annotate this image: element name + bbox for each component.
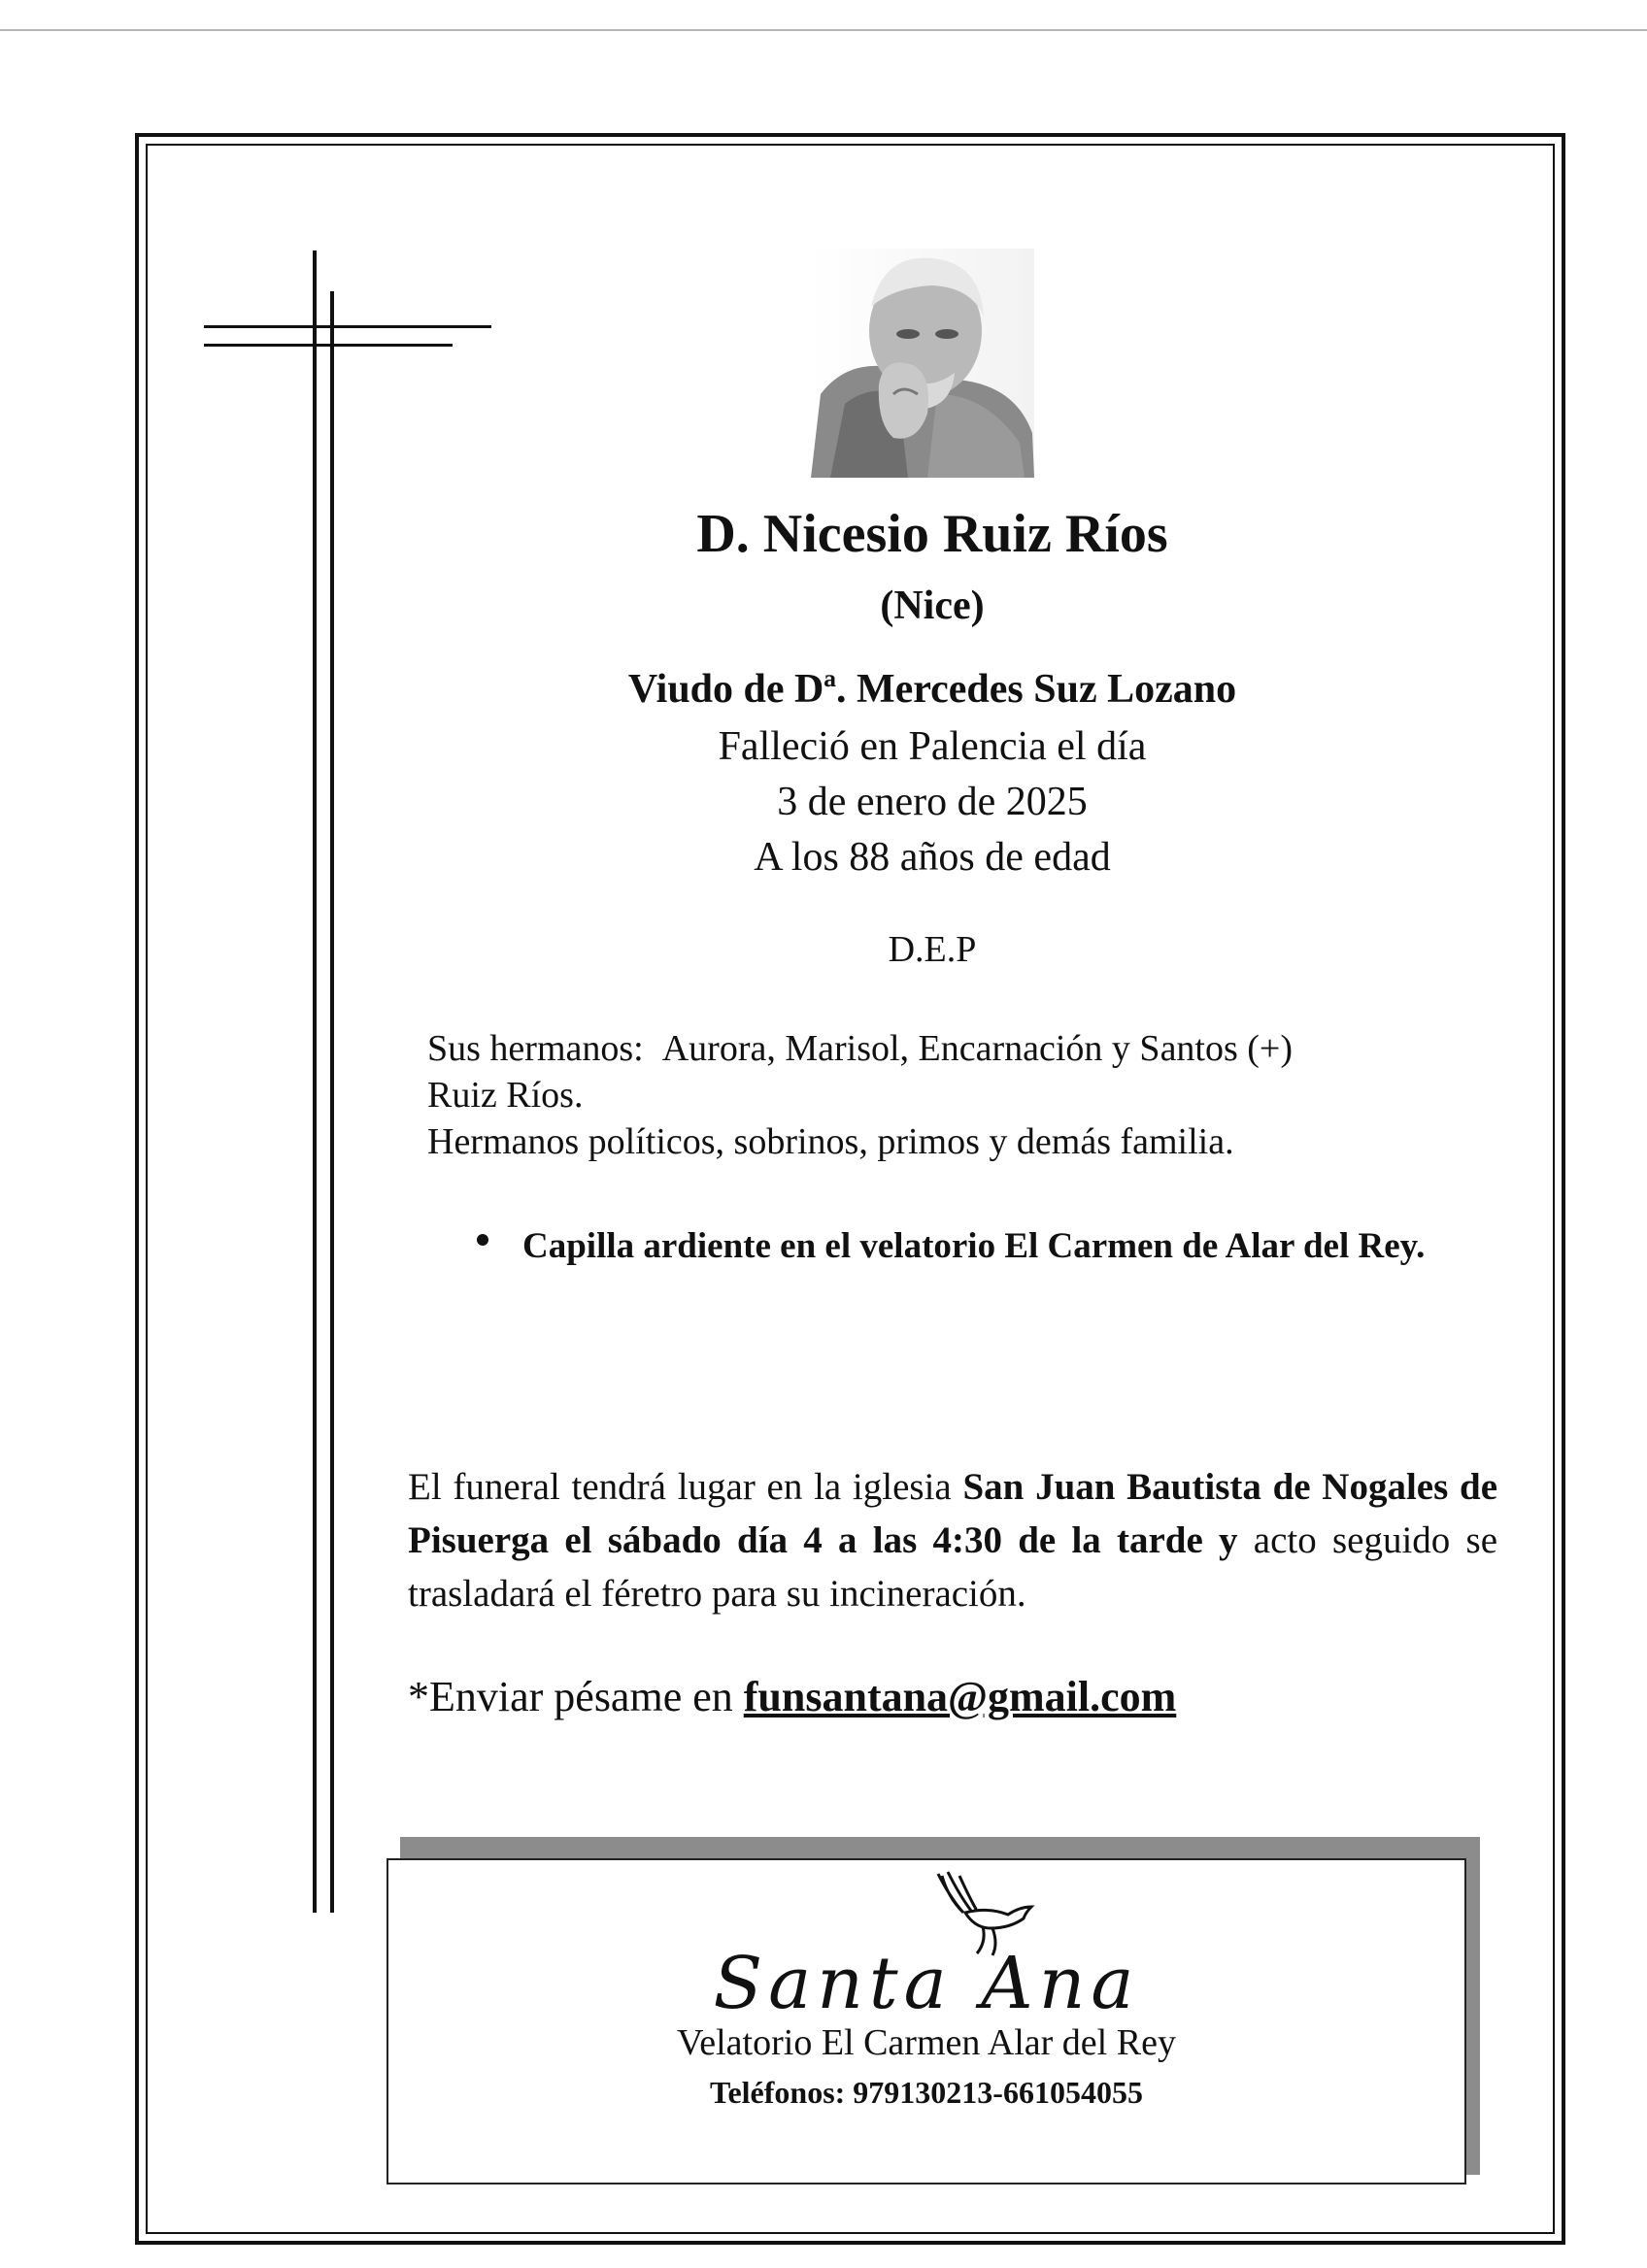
top-scan-line: [0, 29, 1647, 31]
death-date-line: 3 de enero de 2025: [777, 780, 1088, 824]
funeral-home-venue: Velatorio El Carmen Alar del Rey: [677, 2022, 1176, 2063]
funeral-paragraph: [408, 1460, 1497, 1620]
condolences-email-link[interactable]: funsantana@gmail.com: [743, 1673, 1177, 1720]
chapel-notice: Capilla ardiente en el velatorio El Carmen de Alar del Rey.: [522, 1226, 1426, 1266]
funeral-home-brand: Santa Ana: [713, 1942, 1140, 2025]
funeral-home-phones: Teléfonos: 979130213-661054055: [710, 2075, 1143, 2110]
deceased-name: D. Nicesio Ruiz Ríos: [696, 504, 1168, 564]
funeral-intro: El funeral tendrá lugar en la iglesia: [408, 1466, 963, 1508]
condolences-label: *Enviar pésame en: [408, 1673, 744, 1720]
widow-line: Viudo de Dª. Mercedes Suz Lozano: [627, 667, 1237, 712]
family-surname: Ruiz Ríos.: [427, 1075, 584, 1116]
siblings-names: Aurora, Marisol, Encarnación y Santos (+): [661, 1028, 1294, 1069]
portrait-photo: [811, 249, 1034, 478]
age-line: A los 88 años de edad: [754, 835, 1111, 880]
extended-family-line: Hermanos políticos, sobrinos, primos y demás familia.: [427, 1121, 1234, 1162]
deceased-nickname: (Nice): [880, 584, 985, 628]
death-place-line: Falleció en Palencia el día: [718, 724, 1147, 769]
funeral-church-time: San Juan Bautista de Nogales de Pisuerga el sábado día 4 a las 4:30 de la tarde y: [408, 1466, 1497, 1561]
family-paragraph: [427, 1025, 1476, 1165]
rip-text: D.E.P: [888, 929, 977, 970]
condolences-line: [408, 1672, 1176, 1721]
siblings-label: Sus hermanos:: [427, 1028, 644, 1069]
funeral-rest: acto seguido se trasladará el féretro para su incineración.: [408, 1519, 1498, 1615]
bullet-icon: [477, 1234, 488, 1246]
siblings-line: [427, 1025, 1476, 1072]
